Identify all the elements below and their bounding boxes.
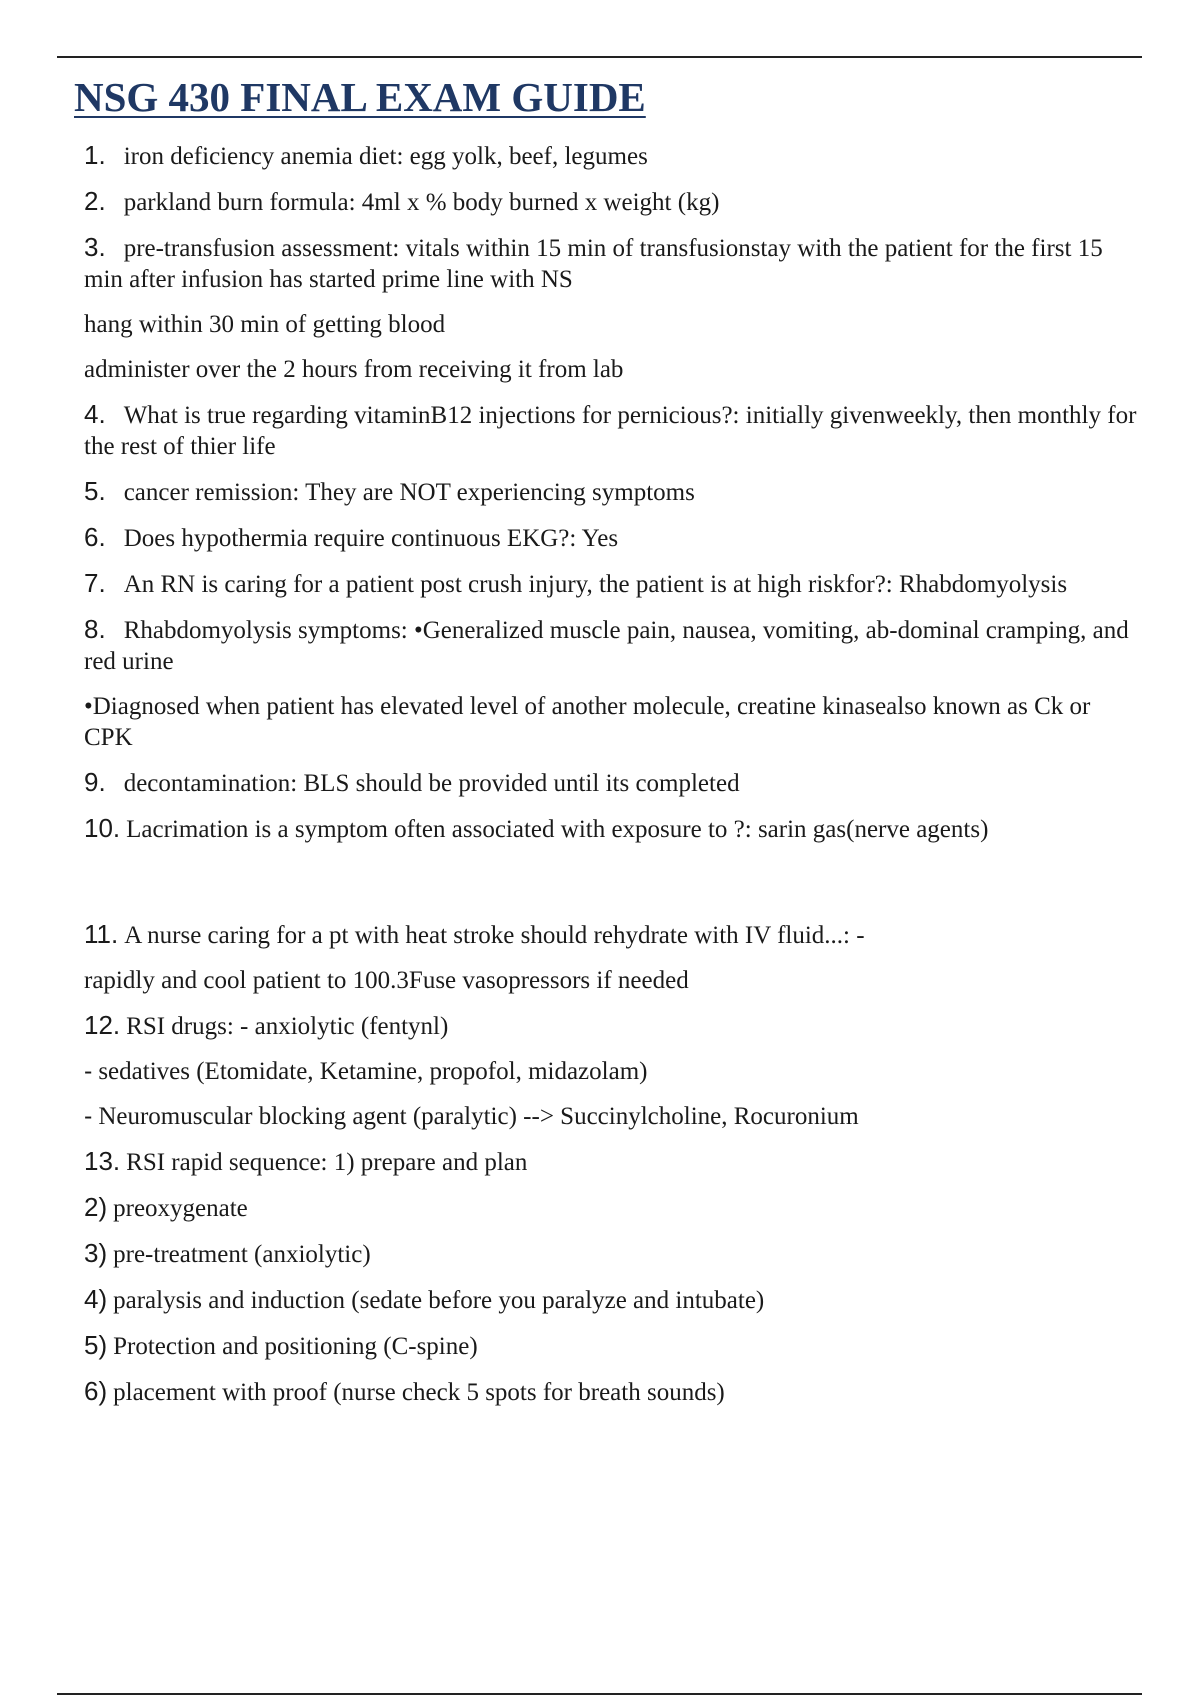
item-text: sedatives (Etomidate, Ketamine, propofol, midazolam): [98, 1058, 648, 1085]
step-number: 4): [84, 1284, 108, 1314]
item-text: pre-transfusion assessment: vitals within 15 min of transfusionstay with the patient for the first 15 min after infusion has started prime line with NS: [84, 235, 1103, 293]
step-number: 3): [84, 1238, 108, 1268]
item-number: 12.: [84, 1010, 121, 1040]
item-number: 8.: [84, 614, 106, 644]
item-number: 6.: [84, 522, 106, 552]
list-item: [84, 476, 1144, 508]
list-item: [84, 1146, 1144, 1178]
dash-marker: -: [84, 1102, 93, 1130]
dash-marker: -: [84, 1057, 93, 1085]
item-text: Protection and positioning (C-spine): [113, 1333, 478, 1360]
item-text: What is true regarding vitaminB12 injections for pernicious?: initially givenweekly, then monthly for the rest of thier life: [84, 402, 1137, 460]
continuation-line: [84, 309, 1144, 340]
item-number: 7.: [84, 568, 106, 598]
section-gap: [84, 859, 1144, 919]
item-text: RSI drugs: - anxiolytic (fentynl): [126, 1013, 449, 1040]
step-item: [84, 1238, 1144, 1270]
item-text: preoxygenate: [113, 1195, 248, 1222]
sub-item: [84, 1101, 1144, 1132]
item-text: An RN is caring for a patient post crush injury, the patient is at high riskfor?: Rhabdomyolysis: [123, 571, 1068, 598]
item-text: paralysis and induction (sedate before you paralyze and intubate): [113, 1287, 765, 1314]
step-number: 5): [84, 1330, 108, 1360]
step-item: [84, 1376, 1144, 1408]
list-item: [84, 522, 1144, 554]
item-text: Does hypothermia require continuous EKG?: Yes: [123, 525, 619, 552]
list-item: [84, 232, 1144, 295]
item-number: 5.: [84, 476, 106, 506]
document-body: [74, 72, 1144, 1422]
step-item: [84, 1192, 1144, 1224]
sub-item: [84, 1056, 1144, 1087]
item-text: parkland burn formula: 4ml x % body burned x weight (kg): [123, 189, 720, 216]
continuation-line: [84, 354, 1144, 385]
item-text: decontamination: BLS should be provided until its completed: [123, 770, 740, 797]
item-number: 1.: [84, 140, 106, 170]
list-item: [84, 140, 1144, 172]
bottom-rule: [57, 1693, 1142, 1695]
item-text: Neuromuscular blocking agent (paralytic) --> Succinylcholine, Rocuronium: [98, 1103, 859, 1130]
step-number: 2): [84, 1192, 108, 1222]
list-item: [84, 767, 1144, 799]
item-number: 11.: [84, 919, 119, 949]
item-text: •Diagnosed when patient has elevated level of another molecule, creatine kinasealso known as Ck or CPK: [84, 693, 1091, 751]
item-number: 9.: [84, 767, 106, 797]
list-item: [84, 614, 1144, 677]
item-text: iron deficiency anemia diet: egg yolk, beef, legumes: [123, 143, 648, 170]
continuation-line: [84, 691, 1144, 753]
item-text: cancer remission: They are NOT experiencing symptoms: [123, 479, 695, 506]
document-title: NSG 430 FINAL EXAM GUIDE: [74, 74, 646, 120]
step-item: [84, 1330, 1144, 1362]
item-text: pre-treatment (anxiolytic): [113, 1241, 371, 1268]
item-text: A nurse caring for a pt with heat stroke should rehydrate with IV fluid...: -: [124, 922, 865, 949]
item-text: placement with proof (nurse check 5 spots for breath sounds): [113, 1379, 725, 1406]
list-item: [84, 813, 1144, 845]
item-text: rapidly and cool patient to 100.3Fuse vasopressors if needed: [84, 967, 689, 994]
list-item: [84, 399, 1144, 462]
item-number: 13.: [84, 1146, 121, 1176]
item-number: 10.: [84, 813, 121, 843]
item-number: 4.: [84, 399, 106, 429]
item-number: 3.: [84, 232, 106, 262]
list-item: [84, 186, 1144, 218]
item-number: 2.: [84, 186, 106, 216]
item-text: hang within 30 min of getting blood: [84, 311, 446, 338]
continuation-line: [84, 965, 1144, 996]
list-item: [84, 568, 1144, 600]
item-text: Rhabdomyolysis symptoms: •Generalized muscle pain, nausea, vomiting, ab-dominal cramping, and red urine: [84, 617, 1129, 675]
top-rule: [57, 56, 1142, 58]
step-item: [84, 1284, 1144, 1316]
item-text: RSI rapid sequence: 1) prepare and plan: [126, 1149, 528, 1176]
item-text: administer over the 2 hours from receiving it from lab: [84, 356, 624, 383]
list-item: [84, 919, 1144, 951]
step-number: 6): [84, 1376, 108, 1406]
list-item: [84, 1010, 1144, 1042]
item-text: Lacrimation is a symptom often associated with exposure to ?: sarin gas(nerve agents): [126, 816, 989, 843]
